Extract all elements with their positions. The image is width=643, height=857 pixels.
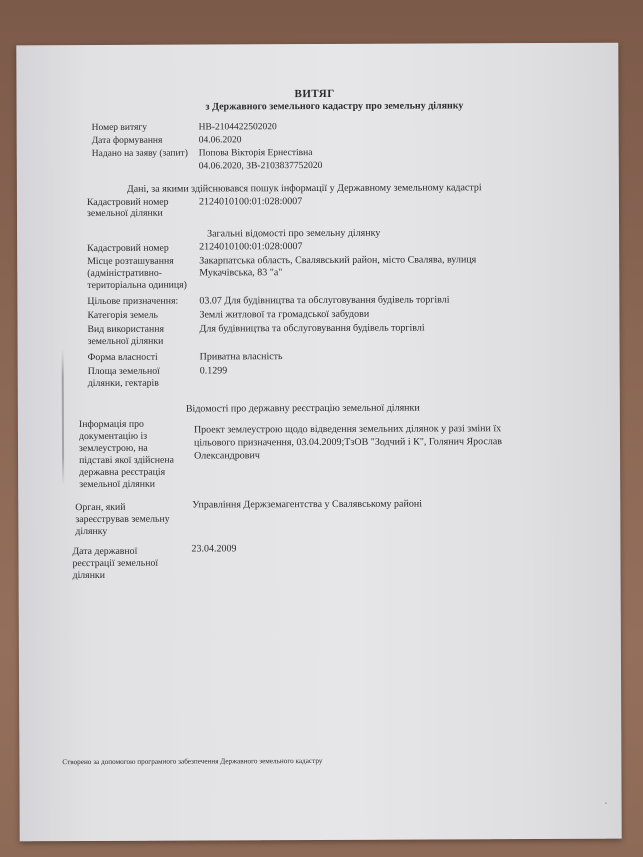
area-value: 0.1299 xyxy=(199,365,228,377)
purpose-label: Цільове призначення: xyxy=(87,295,179,308)
location-value-1: Закарпатська область, Свалявський район, місто Свалява, вулиця xyxy=(199,254,477,267)
area-label-1: Площа земельної xyxy=(87,365,160,378)
request-value-date: 04.06.2020, ЗВ-2103837752020 xyxy=(198,160,323,172)
category-value: Землі житлової та громадської забудови xyxy=(199,308,370,321)
org-label-1: Орган, який xyxy=(75,501,126,514)
document-title: ВИТЯГ xyxy=(294,87,335,101)
general-heading: Загальні відомості про земельну ділянку xyxy=(207,227,381,240)
purpose-value: 03.07 Для будівництва та обслуговування будівель торгівлі xyxy=(199,294,450,307)
location-label-2: (адміністративно- xyxy=(87,267,163,280)
ownership-value: Приватна власність xyxy=(199,351,283,363)
request-label: Надано на заяву (запит) xyxy=(91,148,188,159)
use-value: Для будівництва та обслуговування будівель торгівлі xyxy=(199,322,425,335)
doc-value-1: Проект землеустрою щодо відведення земельних ділянок у разі зміни їх xyxy=(193,423,502,436)
use-label-2: земельної ділянки xyxy=(87,335,164,348)
category-label: Категорія земель xyxy=(87,309,158,322)
doc-value-2: цільового призначення, 03.04.2009;ТзОВ "Зодчий і К", Голянич Ярослав xyxy=(193,436,503,449)
org-value: Управління Держземагентства у Свалявському районі xyxy=(192,498,422,511)
registration-heading: Відомості про державну реєстрацію земельної ділянки xyxy=(185,402,420,415)
doc-label-6: земельної ділянки xyxy=(79,478,156,491)
search-heading: Дані, за якими здійснювався пошук інформації у Державному земельному кадастрі xyxy=(126,182,482,195)
doc-label-3: землеустрою, на xyxy=(79,442,148,455)
formation-date-value: 04.06.2020 xyxy=(198,135,242,146)
use-label-1: Вид використання xyxy=(87,323,165,336)
search-cad-label-2: земельної ділянки xyxy=(86,207,163,220)
cad-number-value: 2124010100:01:028:0007 xyxy=(199,241,303,253)
search-cad-value: 2124010100:01:028:0007 xyxy=(198,196,303,208)
footer-note: Створено за допомогою програмного забезпечення Державного земельного кадастру xyxy=(62,756,323,767)
org-label-2: зареєстрував земельну xyxy=(75,513,170,526)
ownership-label: Форма власності xyxy=(87,351,158,364)
doc-label-5: державна реєстрація xyxy=(79,466,166,479)
search-cad-label-1: Кадастровий номер xyxy=(86,196,169,209)
reg-date-label-1: Дата державної xyxy=(72,545,138,558)
extract-number-value: НВ-2104422502020 xyxy=(198,122,277,133)
formation-date-label: Дата формування xyxy=(91,135,163,146)
doc-value-3: Олександрович xyxy=(194,450,260,462)
document-page xyxy=(16,43,621,842)
doc-label-2: документацію із xyxy=(78,430,148,443)
org-label-3: ділянку xyxy=(75,525,108,538)
doc-label-4: підставі якої здійснена xyxy=(79,454,174,467)
location-value-2: Мукачівська, 83 "а" xyxy=(199,267,283,279)
reg-date-label-3: ділянки xyxy=(72,569,105,582)
pencil-mark xyxy=(62,349,65,485)
location-label-1: Місце розташування xyxy=(87,255,174,268)
extract-number-label: Номер витягу xyxy=(91,122,148,133)
request-value-name: Попова Вікторія Ернестівна xyxy=(198,148,313,159)
page-mark: · xyxy=(604,798,608,808)
reg-date-label-2: реєстрації земельної xyxy=(72,557,159,570)
reg-date-value: 23.04.2009 xyxy=(191,543,237,555)
document-subtitle: з Державного земельного кадастру про земельну ділянку xyxy=(205,100,464,113)
area-label-2: ділянки, гектарів xyxy=(87,377,159,390)
location-label-3: територіальна одиниця) xyxy=(87,279,187,292)
doc-label-1: Інформація про xyxy=(78,418,144,431)
cad-number-label: Кадастровий номер xyxy=(87,242,169,255)
